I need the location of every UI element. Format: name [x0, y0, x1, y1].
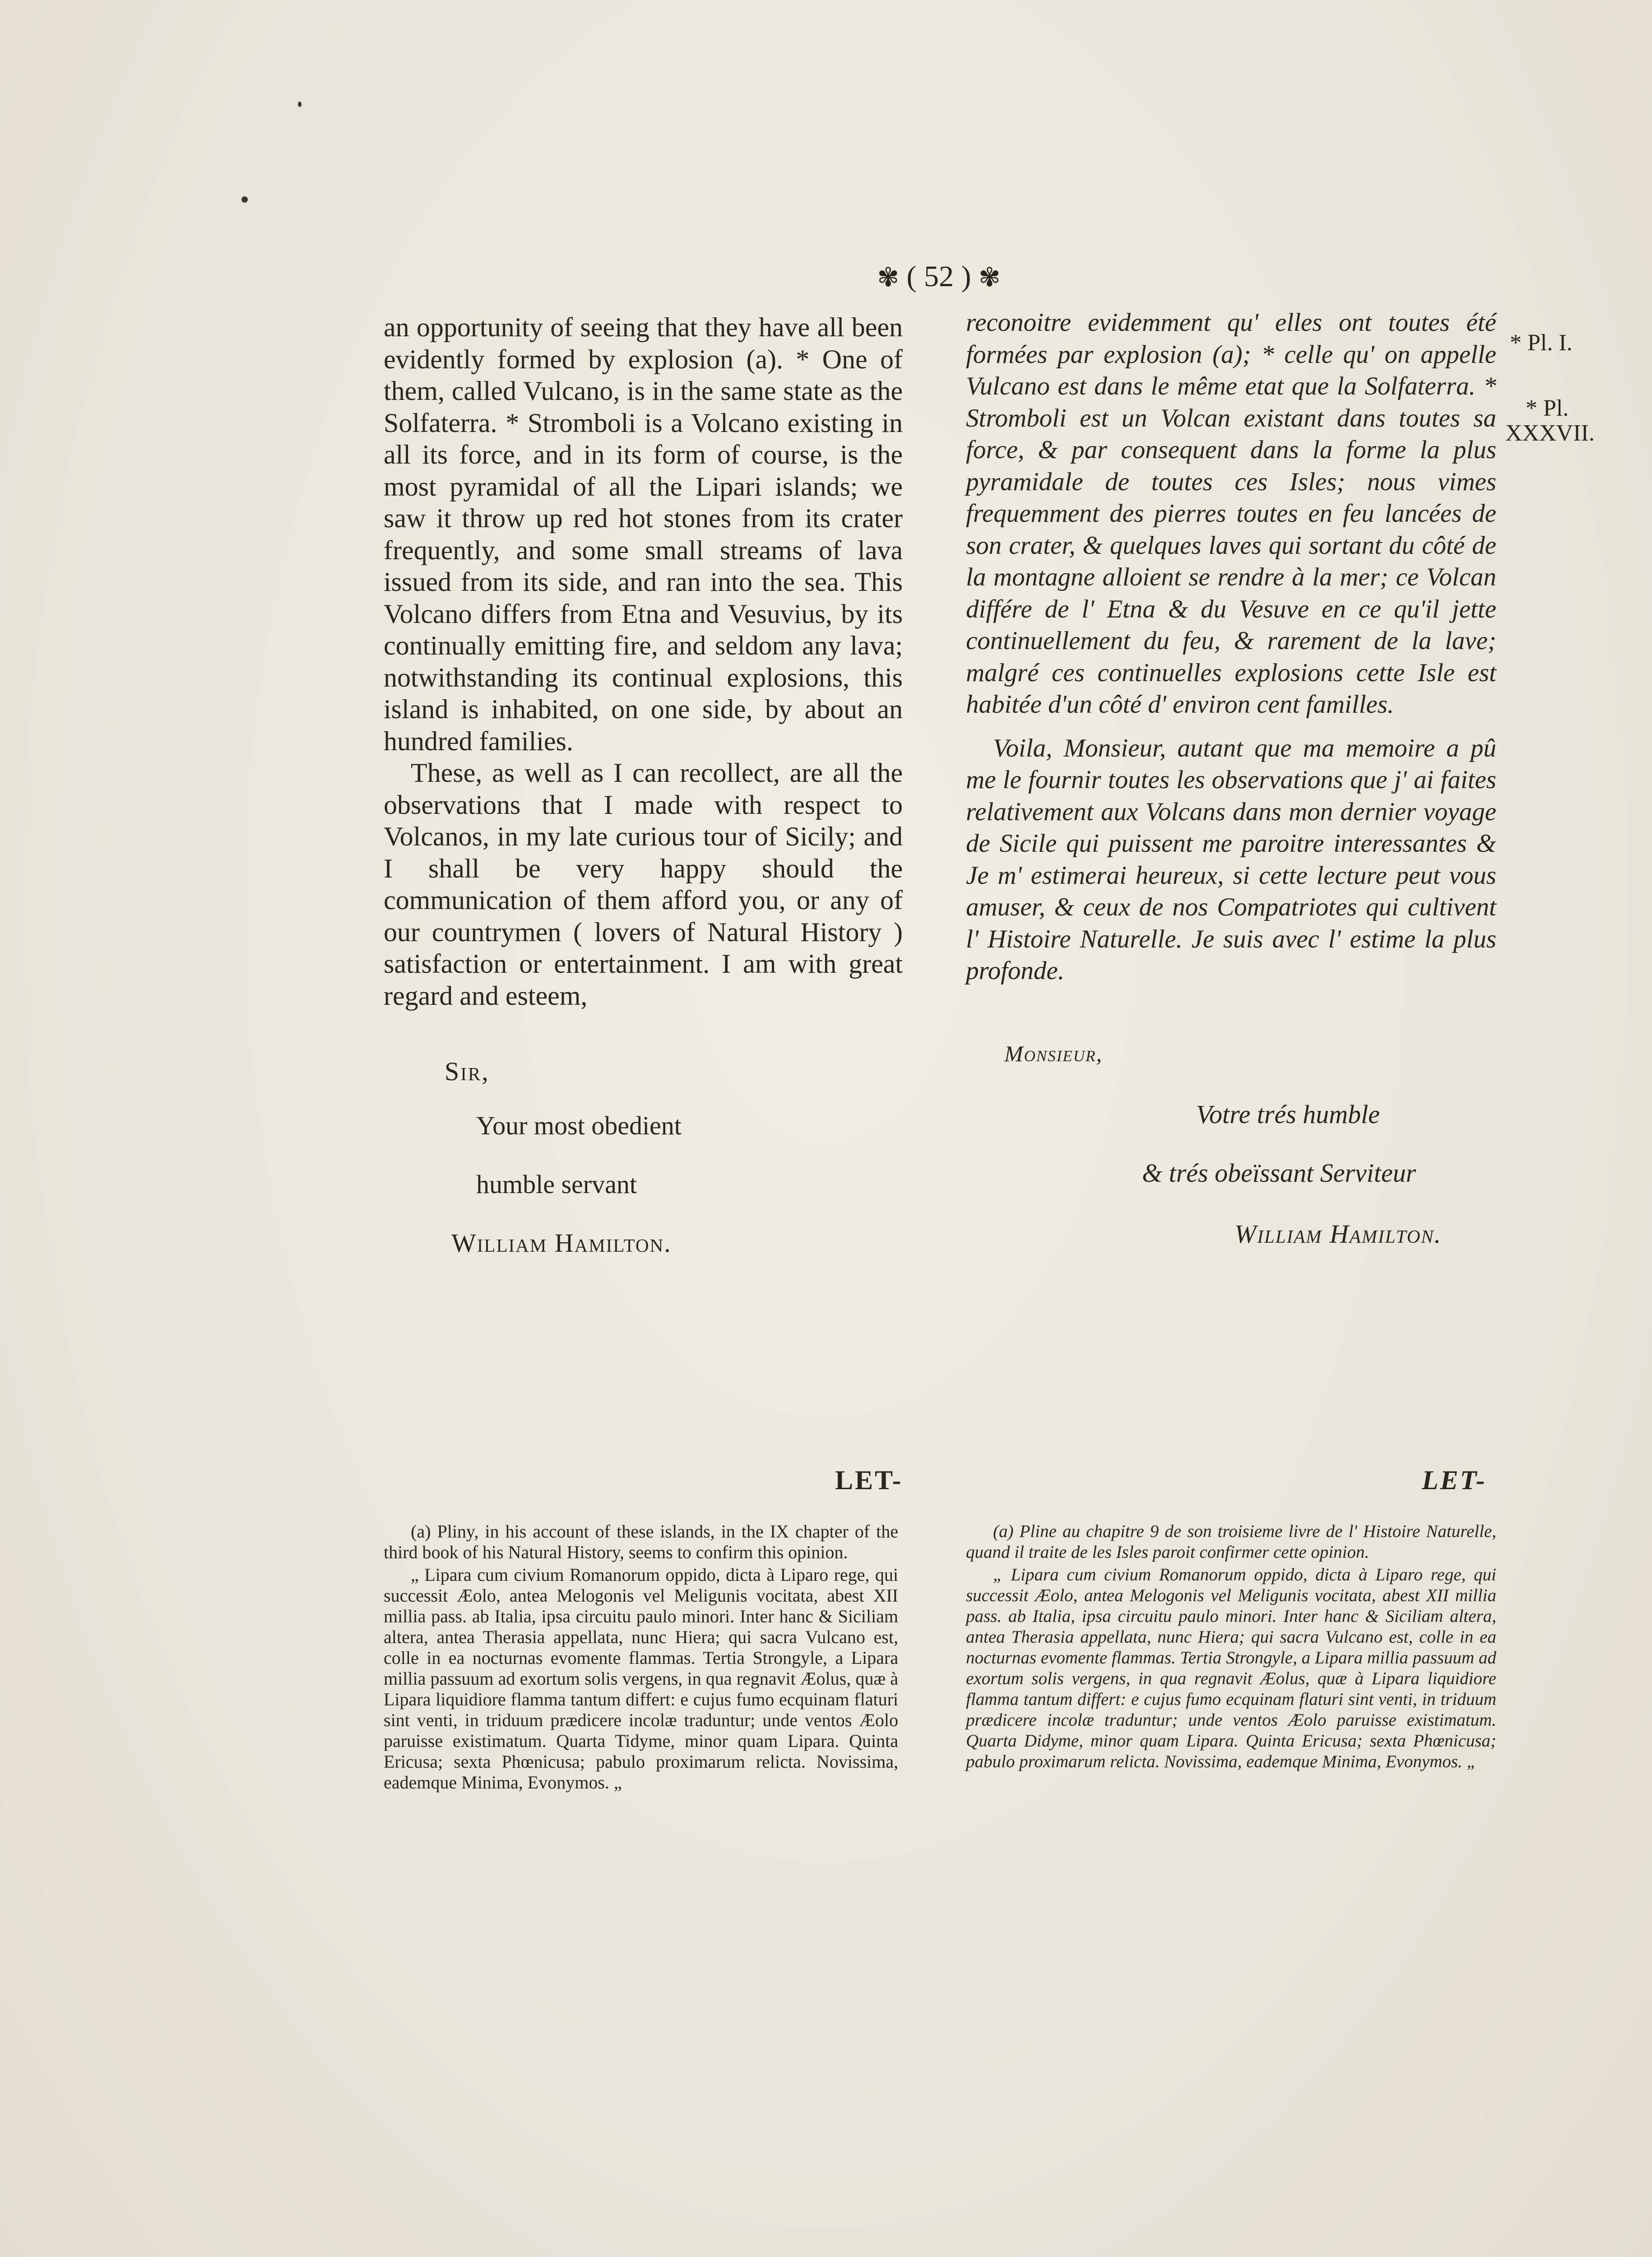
- french-salutation: Monsieur,: [1004, 1041, 1103, 1066]
- margin-note-plate-37b: XXXVII.: [1505, 420, 1595, 446]
- ornament-left-icon: ✾: [877, 262, 900, 293]
- ink-speck: [241, 196, 248, 203]
- french-paragraph-1: reconoitre evidemment qu' elles ont toutes été formées par explosion (a); * celle qu' on appelle Vulcano est dans le même etat que la Solfaterra. * Stromboli est un Volcan existant dans toutes sa force, & par consequent dans la forme la plus pyramidale de toutes ces Isles; nous vimes frequemment des pierres toutes en feu lancées de son crater, & quelques laves qui sortant du côté de la montagne alloient se rendre à la mer; ce Volcan différe de l' Etna & du Vesuve en ce qu'il jette continuellement du feu, & rarement de la lave; malgré ces continuelles explosions cette Isle est habitée d'un côté d' environ cent familles.: [966, 308, 1496, 719]
- english-footnote-quote: „ Lipara cum civium Romanorum oppido, dicta à Liparo rege, qui successit Æolo, antea Melogonis vel Meligunis vocitata, abest XII millia pass. ab Italia, ipsa circuitu paulo minori. Inter hanc & Siciliam altera, antea Therasia appellata, nunc Hiera; qui sacra Vulcano est, colle in ea nocturnas evomente flammas. Tertia Strongyle, a Lipara millia passuum ad exortum solis vergens, in qua regnavit Æolus, quæ à Lipara liquidiore flamma tantum differt: e cujus fumo ecquinam flaturi sint venti, in triduum prædicere incolæ traduntur; unde ventos Æolo paruisse existimatum. Quarta Tidyme, minor quam Lipara. Quinta Ericusa; sexta Phœnicusa; pabulo proximarum relicta. Novissima, eademque Minima, Evonymos. „: [384, 1565, 898, 1793]
- ink-speck: [298, 102, 302, 107]
- english-footnote: [384, 1521, 898, 1795]
- french-closing-1: Votre trés humble: [1196, 1100, 1380, 1129]
- english-catchword: LET-: [835, 1465, 903, 1495]
- french-signature: William Hamilton.: [1234, 1219, 1442, 1249]
- ornament-right-icon: ✾: [978, 262, 1001, 293]
- french-paragraph-2: Voila, Monsieur, autant que ma memoire a pû me le fournir toutes les observations que j' ai faites relativement aux Volcans dans mon dernier voyage de Sicile qui puissent me paroitre interessantes & Je m' estimerai heureux, si cette lecture peut vous amuser, & ceux de nos Compatriotes qui cultivent l' Histoire Naturelle. Je suis avec l' estime la plus profonde.: [966, 734, 1496, 985]
- english-paragraph-1: an opportunity of seeing that they have all been evidently formed by explosion (a). * One of them, called Vulcano, is in the same state as the Solfaterra. * Stromboli is a Volcano existing in all its force, and in its form of course, is the most pyramidal of all the Lipari islands; we saw it throw up red hot stones from its crater frequently, and some small streams of lava issued from its side, and ran into the sea. This Volcano differs from Etna and Vesuvius, by its continually emitting fire, and seldom any lava; notwithstanding its continual explosions, this island is inhabited, on one side, by about an hundred families.: [384, 312, 903, 756]
- french-footnote: [966, 1521, 1496, 1774]
- english-paragraph-2: These, as well as I can recollect, are all the observations that I made with respect to Volcanos, in my late curious tour of Sicily; and I shall be very happy should the communication of them afford you, or any of our countrymen ( lovers of Natural History ) satisfaction or entertainment. I am with great regard and esteem,: [384, 758, 903, 1011]
- page-number: ( 52 ): [906, 260, 971, 293]
- english-closing-2: humble servant: [476, 1170, 637, 1199]
- english-column: [384, 311, 903, 1012]
- english-signature: William Hamilton.: [451, 1228, 672, 1258]
- margin-note-plate-37a: * Pl.: [1526, 395, 1569, 421]
- french-footnote-intro: (a) Pline au chapitre 9 de son troisieme livre de l' Histoire Naturelle, quand il traite de les Isles paroit confirmer cette opinion.: [966, 1522, 1496, 1562]
- margin-note-plate-1: * Pl. I.: [1510, 330, 1573, 356]
- french-closing-2: & trés obeïssant Serviteur: [1142, 1158, 1416, 1188]
- paragraph-gap: [966, 721, 1496, 733]
- french-catchword: LET-: [1422, 1465, 1487, 1495]
- english-salutation: Sir,: [445, 1057, 490, 1086]
- french-footnote-quote: „ Lipara cum civium Romanorum oppido, dicta à Liparo rege, qui successit Æolo, antea Melogonis vel Meligunis vocitata, abest XII millia pass. ab Italia, ipsa circuitu paulo minori. Inter hanc & Siciliam altera, antea Therasia appellata, nunc Hiera; qui sacra Vulcano est, colle in ea nocturnas evomente flammas. Tertia Strongyle, a Lipara millia passuum ad exortum solis vergens, in qua regnavit Æolus, quæ à Lipara liquidiore flamma tantum differt: e cujus fumo ecquinam flaturi sint venti, in triduum prædicere incolæ traduntur; unde ventos Æolo paruisse existimatum. Quarta Didyme, minor quam Lipara. Quinta Ericusa; sexta Phœnicusa; pabulo proximarum relicta. Novissima, eademque Minima, Evonymos. „: [966, 1565, 1496, 1771]
- english-closing-1: Your most obedient: [476, 1111, 682, 1140]
- page-header: [844, 260, 1034, 294]
- french-column: [966, 307, 1496, 987]
- english-footnote-intro: (a) Pliny, in his account of these islands, in the IX chapter of the third book of his Natural History, seems to confirm this opinion.: [384, 1521, 898, 1562]
